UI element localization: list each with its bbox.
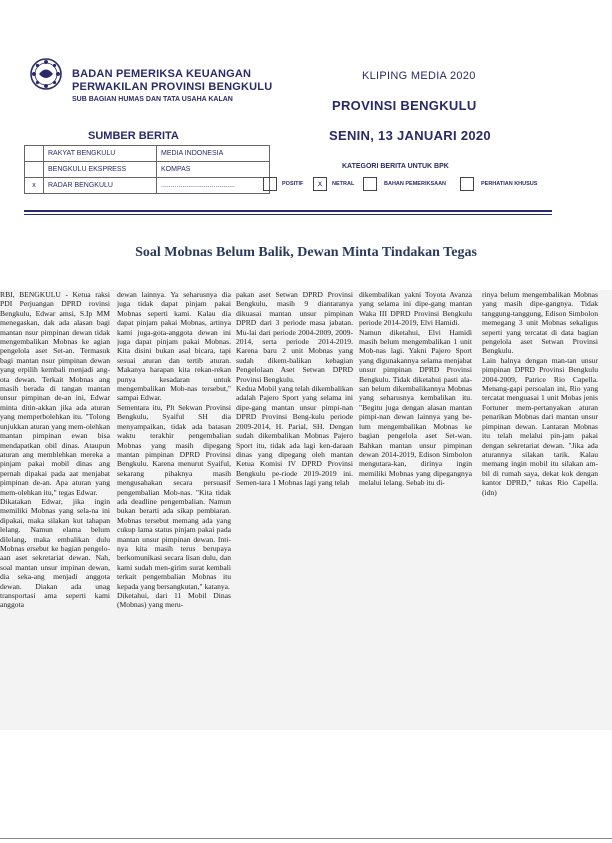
category-checkbox-perhatian [460,177,474,191]
category-checkbox-bahan [363,177,377,191]
table-row [25,178,270,194]
source-checkbox [25,162,44,178]
page-edge-line [0,838,612,839]
kliping-title: KLIPING MEDIA 2020 [362,70,476,82]
clip-date: SENIN, 13 JANUARI 2020 [329,128,491,143]
paragraph: Sementara itu, Plt Sekwan Provinsi Bengkulu, Syaiful SH dia menyampaikan, tidak ada batasan waktu terakhir pengembalian Mobnas yang masih dipegang mantan pimpinan DPRD Provinsi Bengkulu. Karena menurut Syaiful, sekarang pihaknya masih mengusahakan secara persuasif pengembalian Mob-nas. "Kita tidak ada deadline pengembalian. Namun bukan berarti ada sikap pembiaran. Mobnas tersebut memang ada yang cukup lama status pinjam pakai pada mantan unsur pimpinan dewan. Inti-nya kita masih terus berupaya berkomunikasi secara lisan dulu, dan kami sudah men-girim surat kembali terkait pengembalian Mobnas itu kepada yang bersangkutan," katanya. [117,402,231,591]
paragraph: pakan aset Setwan DPRD Provinsi Bengkulu, masih 9 diantaranya dikuasai mantan unsur pimpinan DPRD dari 3 periode masa jabatan. Mu-lai dari periode 2004-2009, 2009-2014, serta periode 2014-2019. Karena baru 2 unit Mobnas yang sudah dikem-balikan kebagian Pengelolaan Aset Setwan DPRD Provinsi Bengkulu. [236,290,353,384]
category-label-bahan: BAHAN PEMERIKSAAN [384,181,447,187]
category-checkbox-positif [263,177,277,191]
sources-title: SUMBER BERITA [88,130,179,142]
article-column-5 [482,290,598,710]
article-column-4 [359,290,472,710]
org-name: BADAN PEMERIKSA KEUANGAN [72,68,252,80]
article-headline: Soal Mobnas Belum Balik, Dewan Minta Tindakan Tegas [135,245,477,260]
org-subdivision: SUB BAGIAN HUMAS DAN TATA USAHA KALAN [72,96,233,103]
table-row [25,162,270,178]
header-divider [24,210,552,212]
category-label-netral: NETRAL [332,181,355,187]
source-name: KOMPAS [157,162,270,178]
paragraph: Kedua Mobil yang telah dikembalikan adalah Pajero Sport yang selama ini dipe-gang mantan unsur pimpi-nan DPRD Provinsi Beng-kulu periode 2009-2014, H. Parial, SH. Dengan sudah dikembalikan Mobnas Pajero Sport itu, tidak ada lagi ken-daraan dinas yang dipegang oleh mantan Ketua Komisi IV DPRD Provinsi Bengkulu pe-riode 2019-2019 ini. Semen-tara 1 Mobnas lagi yang telah [236,384,353,488]
source-name: BENGKULU EKSPRESS [44,162,157,178]
paragraph: RBI, BENGKULU - Ketua raksi PDI Perjuangan DPRD rovinsi Bengkulu, Edwar amsi, S.Ip MM menegaskan, dak ada alasan bagi mantan nsur pimpinan dewan tidak mengembalikan Mobnas ke agian pengelola aset Set-an. Termasuk bagi mantan nsur pimpinan dewan yang erpilih kembali menjadi ang-ota dewan. Terkait Mobnas ang masih berada di tangan mantan unsur pimpinan de-an ini, Edwar minta ditin-akkan jika ada aturan yang memperbolehkan itu. "Tolong unjukkan aturan yang mem-olehkan mantan pimpinan ewan bisa mendapatkan obil dinas. Ataupun aturan ang memblehkan mereka a pinjam pakai mobil dinas ang pernah dipakai pada aat menjabat pimpinan de-an. Apa aturan yang mem-olehkan itu," tegas Edwar. [0,290,110,497]
source-name: MEDIA INDONESIA [157,146,270,162]
paragraph: Namun diketahui, Elvi Hamidi masih belum mengembalikan 1 unit Mob-nas lagi. Yakni Pajero Sport yang digunakannya selama menjabat unsur pimpinan DPRD Provinsi Bengkulu. Tidak diketahui pasti ala-san belum dikembalikannya Mobnas yang seharusnya kembalikan itu. "Begitu juga dengan alasan mantan pimpi-nan dewan lainnya yang be-lum mengembalikan Mobnas ke bagian pengelola aset Set-wan. Bahkan mantan unsur pimpinan dewan 2014-2019, Edison Simbolon mengutara-kan, dirinya ingin memiliki Mobnas yang dipegangnya melalui lelang. Sebab itu di- [359,327,472,488]
table-row [25,146,270,162]
source-name: RAKYAT BENGKULU [44,146,157,162]
bpk-logo [24,52,68,96]
paragraph: Diketahui, dari 11 Mobil Dinas (Mobnas) yang meru- [117,591,231,610]
category-checkbox-netral: x [313,177,327,191]
paragraph: dewan lainnya. Ya seharusnya dia juga tidak dapat pinjam pakai Mobnas seperti kami. Kalau dia dapat pinjam pakai Mobnas, artinya kami juga-gota-anggota dewan ini juga dapat pinjam pakai Mobnas. Kita disini bukan asal bicara, tapi sesuai aturan dan tertib aturan. Makanya harapan kita rekan-rekan punya kesadaran untuk mengembalikan Mob-nas tersebut," sampai Edwar. [117,290,231,403]
category-title: KATEGORI BERITA UNTUK BPK [342,163,449,170]
category-label-perhatian: PERHATIAN KHUSUS [481,181,538,187]
article-column-1 [0,290,110,710]
paragraph: Dikatakan Edwar, jika ingin memiliki Mobnas yang sela-na ini dipakai, maka silakan kut tahapan lelang. Namun elama belum dilelang, maka embalikan dulu Mobnas ersebut ke bagian pengelo-aan aset sekretariat dewan. Nah, soal mantan unsur impinan dewan, dia seka-ang menjadi anggota dewan. Diakan ada unag transportasi ama seperti kami anggota [0,496,110,610]
article-column-2 [117,290,231,730]
paragraph: dikembalikan yakni Toyota Avanza yang selama ini dipe-gang mantan Waka III DPRD Provinsi Bengkulu periode 2014-2019, Elvi Hamidi. [359,290,472,328]
paragraph: Lain halnya dengan man-tan unsur pimpinan DPRD Provinsi Bengkulu 2004-2009, Patrice Rio Capella. Menang-gapi persoalan ini, Rio yang tercatat menguasai 1 unit Mobas jenis Fortuner mem-pertanyakan aturan penarikan Mobnas dari mantan unsur pimpinan dewan. Lantaran Mobnas itu telah melalui pin-jam pakai dengan sekretariat dewan. "Jika ada aturannya silakan tarik. Kalau memang ingin mobil itu silakan am-bil di rumah saya, dekat kok dengan kantor DPRD," tukas Rio Capella.(idn) [482,355,598,497]
header-divider-thin [24,214,552,215]
sources-table [24,145,270,194]
category-label-positif: POSITIF [282,181,304,187]
org-branch: PERWAKILAN PROVINSI BENGKULU [72,81,273,93]
source-checkbox: x [25,178,44,194]
source-checkbox [25,146,44,162]
source-name: RADAR BENGKULU [44,178,157,194]
article-clipping [0,290,612,730]
province-title: PROVINSI BENGKULU [332,98,477,113]
source-name: ...................................... [157,178,270,194]
article-column-3 [236,290,353,710]
paragraph: rinya belum mengembalikan Mobnas yang masih dipe-gangnya. Tidak tanggung-tanggung, Edison Simbolon memegang 3 unit Mobnas sekaligus seperti yang tercatat di data bagian pengelola aset Setwan Provinsi Bengkulu. [482,290,598,356]
